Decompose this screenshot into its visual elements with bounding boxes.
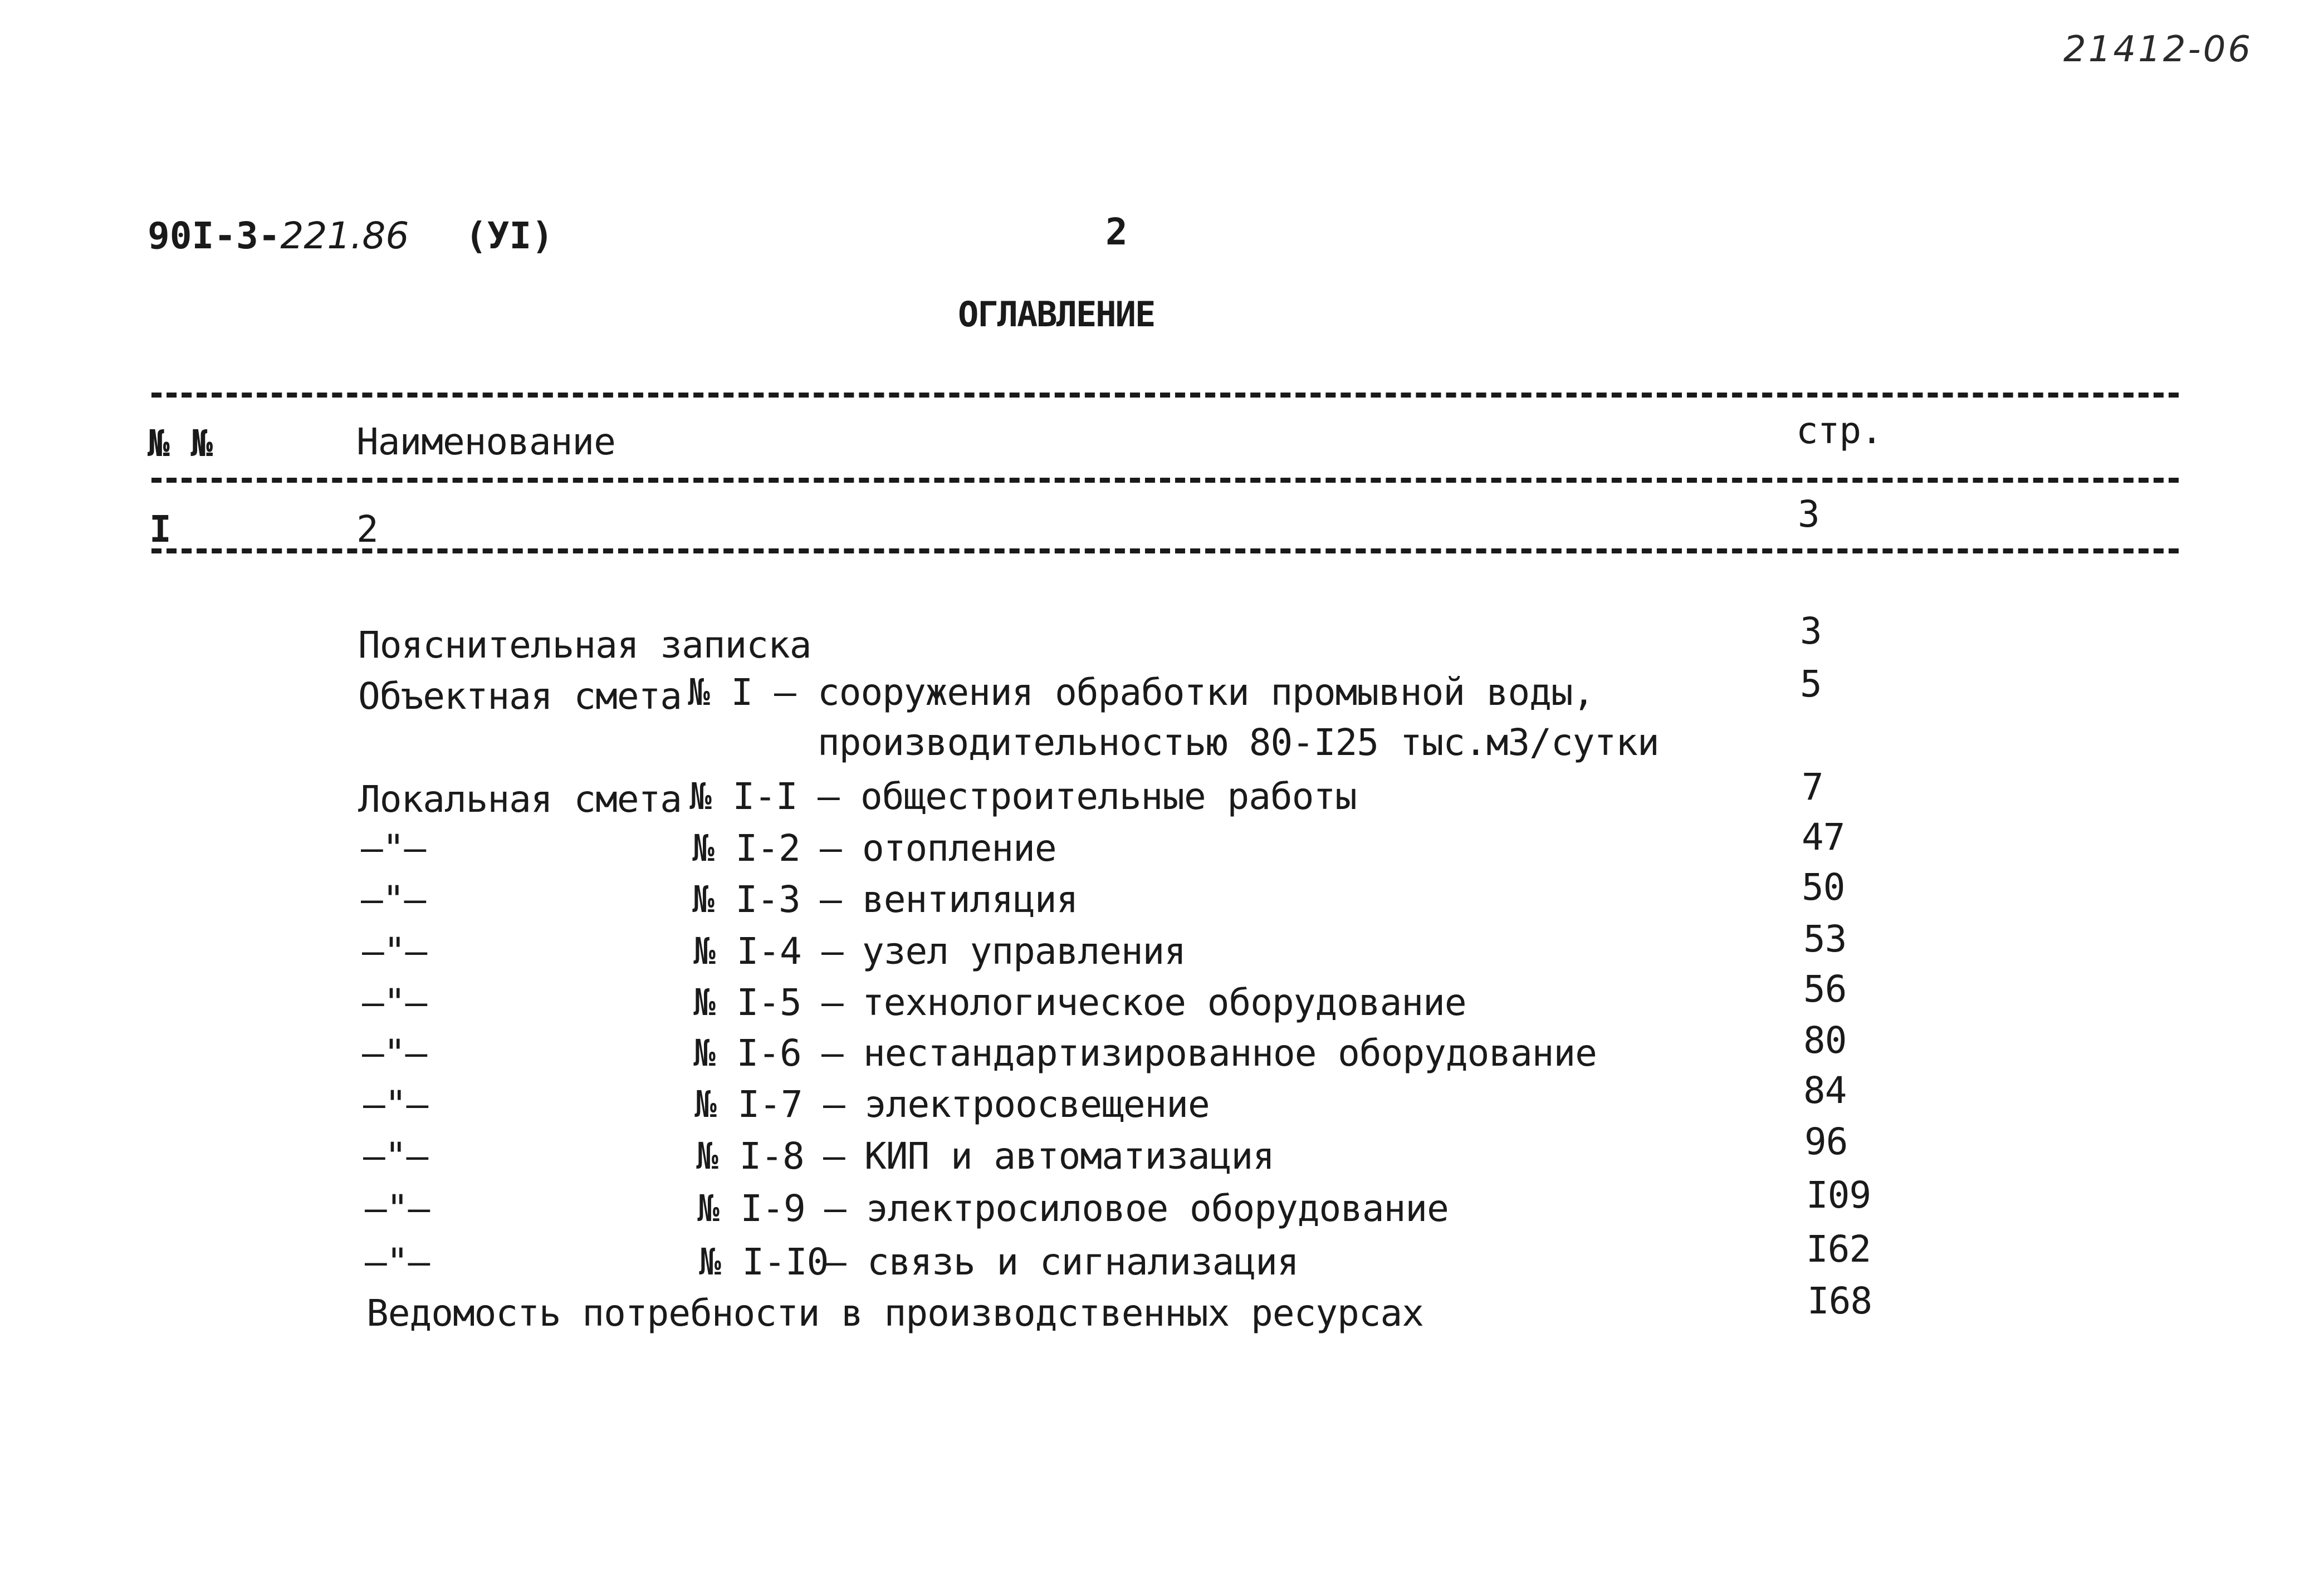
list-item-page: 47: [1802, 816, 1845, 859]
list-item-page: I09: [1806, 1174, 1871, 1217]
list-item-page: 5: [1800, 663, 1822, 705]
list-item-number: № I-I0: [699, 1241, 829, 1283]
list-item-number: № I-2: [692, 827, 800, 870]
list-item-prefix: –"–: [365, 1241, 430, 1283]
table-rule-top: [151, 393, 2179, 398]
list-item-prefix: Ведомость потребности в производственных ресурсах: [366, 1292, 1424, 1335]
document-code: [148, 214, 409, 257]
list-item-prefix: –"–: [361, 878, 426, 921]
list-item-description: электросиловое оборудование: [866, 1187, 1449, 1230]
list-item-separator: –: [821, 1032, 843, 1075]
archive-stamp: 21412-06: [2063, 29, 2253, 70]
list-item-page: 7: [1802, 766, 1823, 808]
list-item-prefix: –"–: [362, 1032, 427, 1075]
list-item-prefix: –"–: [363, 1083, 428, 1126]
list-item-prefix: Пояснительная записка: [358, 624, 811, 666]
list-item-description: общестроительные работы: [860, 775, 1357, 818]
list-item-separator: –: [821, 930, 843, 973]
list-item-separator: –: [821, 981, 843, 1024]
list-item-prefix: Локальная смета: [358, 778, 682, 821]
list-item-page: 53: [1803, 918, 1847, 960]
list-item-prefix: –"–: [363, 1135, 428, 1178]
column-number-1: I: [149, 508, 171, 551]
table-rule-bottom: [151, 548, 2179, 553]
list-item-prefix: –"–: [365, 1187, 430, 1230]
list-item-number: № I-6: [693, 1032, 801, 1075]
table-rule-middle: [151, 478, 2179, 483]
list-item-separator: –: [818, 775, 839, 818]
column-header-number: № №: [148, 422, 213, 465]
list-item-description: связь и сигнализация: [867, 1241, 1299, 1283]
list-item-separator: –: [824, 1187, 846, 1230]
list-item-description: отопление: [862, 827, 1056, 870]
list-item-number: № I-I: [689, 775, 798, 818]
list-item-separator: –: [820, 878, 841, 921]
list-item-description: электроосвещение: [864, 1083, 1210, 1126]
list-item-separator: –: [774, 671, 796, 714]
column-number-2: 2: [356, 508, 378, 551]
list-item-page: 96: [1804, 1120, 1848, 1163]
list-item-description-continued: производительностью 80-I25 тыс.м3/сутки: [818, 721, 1659, 764]
document-code-printed: 90I-3-: [148, 214, 281, 257]
list-item-separator: –: [823, 1135, 845, 1178]
volume-label: (УI): [465, 214, 554, 257]
list-item-page: 84: [1803, 1069, 1847, 1112]
column-header-name: Наименование: [356, 420, 615, 463]
list-item-page: I62: [1806, 1228, 1871, 1271]
list-item-description: КИП и автоматизация: [864, 1135, 1274, 1178]
list-item-number: № I-8: [696, 1135, 804, 1178]
list-item-number: № I: [688, 671, 753, 714]
list-item-prefix: –"–: [362, 930, 427, 973]
list-item-number: № I-5: [693, 981, 801, 1024]
list-item-description: технологическое оборудование: [862, 981, 1466, 1024]
column-header-page: стр.: [1796, 409, 1882, 452]
list-item-prefix: –"–: [361, 827, 426, 870]
column-number-3: 3: [1798, 493, 1819, 536]
document-code-handwritten: 221.86: [280, 214, 409, 257]
list-item-description: вентиляция: [862, 878, 1078, 921]
list-item-number: № I-9: [697, 1187, 805, 1230]
list-item-prefix: –"–: [362, 981, 427, 1024]
list-item-number: № I-4: [693, 930, 801, 973]
list-item-number: № I-7: [694, 1083, 803, 1126]
page-number: 2: [1105, 210, 1128, 253]
page-title: ОГЛАВЛЕНИЕ: [958, 294, 1155, 335]
list-item-page: I68: [1807, 1279, 1872, 1322]
list-item-prefix: Объектная смета: [358, 675, 682, 718]
list-item-separator: –: [823, 1083, 845, 1126]
list-item-description: нестандартизированное оборудование: [863, 1032, 1597, 1075]
list-item-page: 80: [1803, 1019, 1847, 1062]
list-item-page: 3: [1800, 610, 1822, 653]
list-item-number: № I-3: [692, 878, 800, 921]
list-item-description: узел управления: [862, 930, 1186, 973]
list-item-page: 50: [1802, 866, 1845, 909]
list-item-separator: –: [820, 827, 841, 870]
list-item-page: 56: [1803, 968, 1847, 1011]
list-item-description: сооружения обработки промывной воды,: [818, 671, 1594, 714]
list-item-separator: –: [824, 1241, 846, 1283]
